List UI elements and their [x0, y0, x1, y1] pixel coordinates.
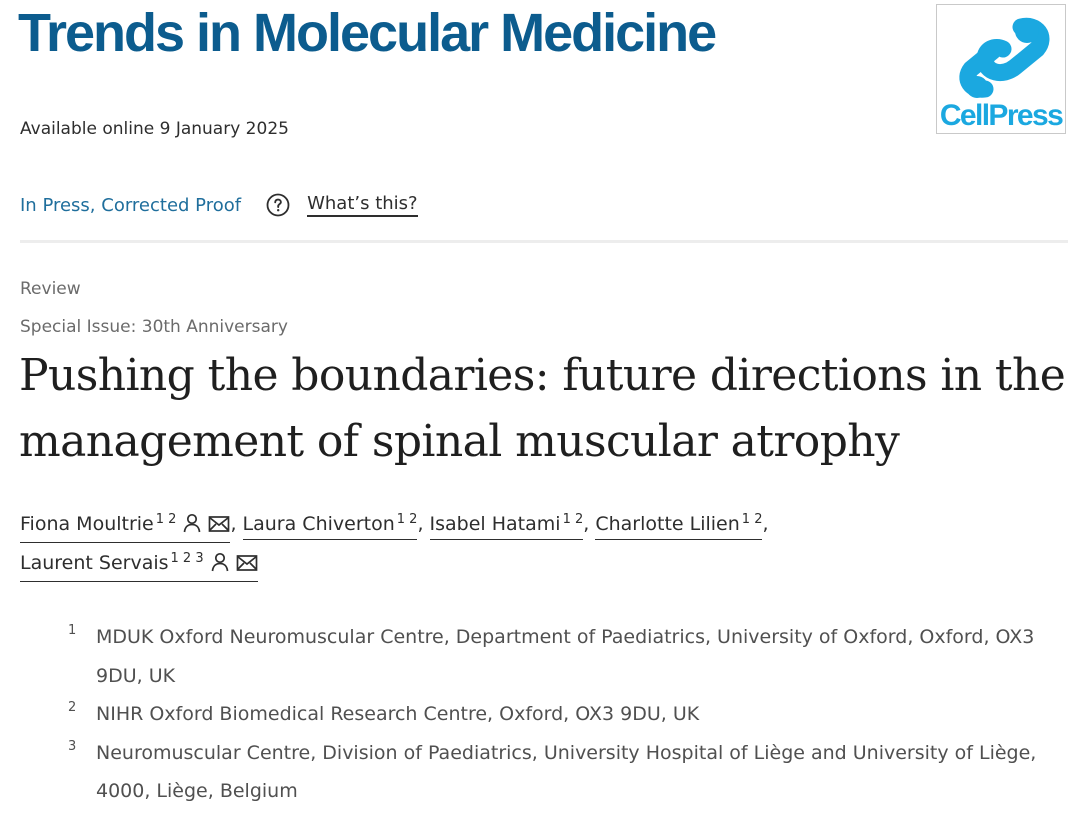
author-link[interactable] — [20, 505, 230, 543]
article-type-label: Review — [20, 279, 81, 299]
author-name: Laura Chiverton — [242, 513, 395, 535]
journal-title[interactable]: Trends in Molecular Medicine — [18, 3, 716, 63]
author-list — [20, 505, 1070, 583]
author-link[interactable] — [243, 505, 418, 540]
affiliation-number: 3 — [68, 738, 77, 754]
whats-this-link[interactable]: What’s this? — [307, 193, 418, 217]
article-title: Pushing the boundaries: future directions in the management of spinal muscular atrophy — [19, 350, 1066, 467]
author-name: Isabel Hatami — [429, 513, 561, 535]
author-separator: , — [230, 513, 237, 535]
affiliation-text: MDUK Oxford Neuromuscular Centre, Department of Paediatrics, University of Oxford, Oxford, OX3 9DU, UK — [96, 626, 1035, 687]
author-affiliation-refs: 1 2 — [562, 512, 584, 527]
author-affiliation-refs: 1 2 — [396, 512, 418, 527]
affiliation-text: Neuromuscular Centre, Division of Paediatrics, University Hospital of Liège and University of Liège, 4000, Liège, Belgium — [96, 741, 1037, 802]
article-status-row — [20, 190, 418, 220]
cellpress-logo-text: CellPress — [939, 99, 1063, 132]
affiliation-item — [68, 695, 1068, 734]
author-name: Laurent Servais — [20, 552, 169, 574]
author-separator: , — [762, 513, 769, 535]
cellpress-logo[interactable] — [936, 4, 1066, 134]
affiliation-number: 1 — [68, 623, 77, 638]
author-name: Charlotte Lilien — [595, 513, 740, 535]
header-divider — [20, 240, 1068, 243]
available-online-date: Available online 9 January 2025 — [20, 119, 289, 139]
affiliation-list — [68, 618, 1068, 811]
question-circle-icon[interactable] — [266, 193, 290, 217]
author-link[interactable] — [20, 544, 258, 582]
author-separator: , — [417, 513, 424, 535]
mail-icon — [208, 512, 230, 542]
affiliation-item — [68, 734, 1068, 811]
special-issue-label: Special Issue: 30th Anniversary — [20, 317, 288, 337]
author-link[interactable] — [595, 505, 762, 540]
author-affiliation-refs: 1 2 3 — [170, 551, 204, 566]
author-link[interactable] — [430, 505, 584, 540]
affiliation-item — [68, 618, 1068, 695]
author-name: Fiona Moultrie — [20, 513, 154, 535]
author-affiliation-refs: 1 2 — [155, 512, 177, 527]
person-icon — [182, 512, 202, 542]
mail-icon — [236, 551, 258, 581]
author-affiliation-refs: 1 2 — [741, 512, 763, 527]
person-icon — [210, 551, 230, 581]
affiliation-text: NIHR Oxford Biomedical Research Centre, Oxford, OX3 9DU, UK — [96, 703, 700, 725]
affiliation-number: 2 — [68, 700, 77, 715]
author-separator: , — [583, 513, 590, 535]
article-status-link[interactable]: In Press, Corrected Proof — [20, 194, 242, 216]
